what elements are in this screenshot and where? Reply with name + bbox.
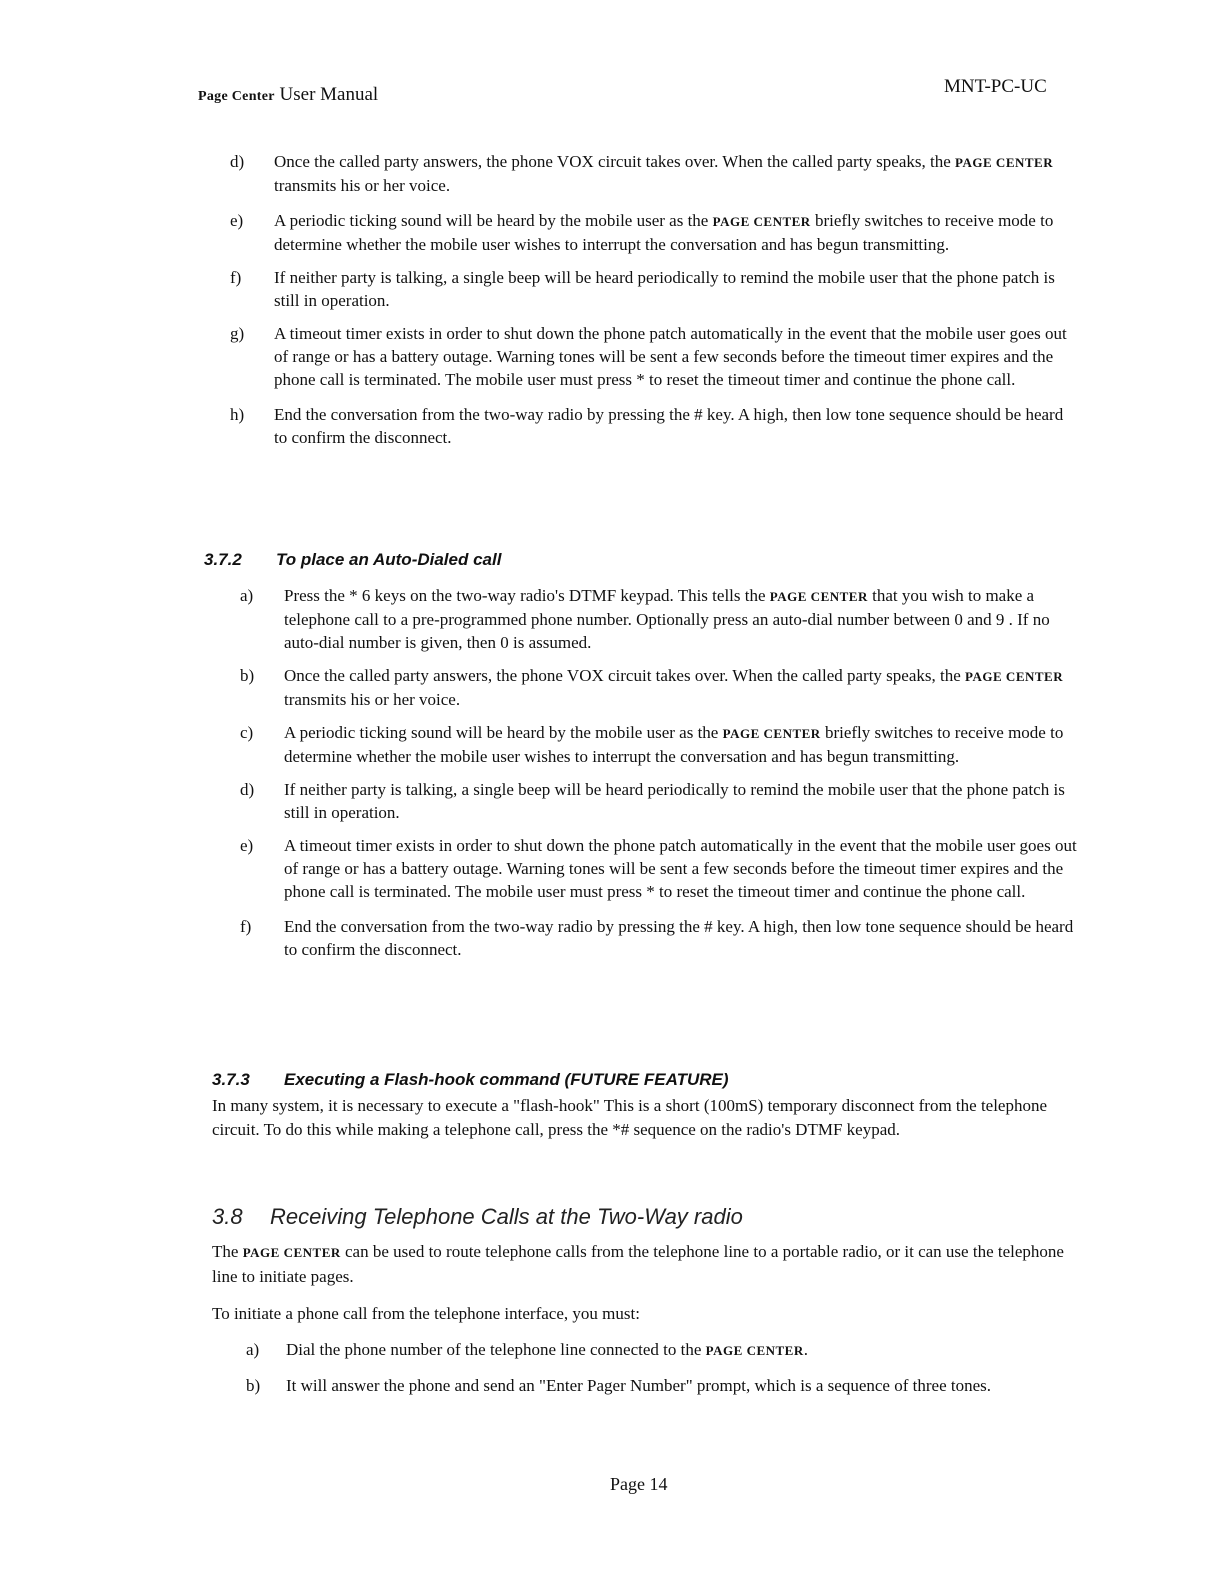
item-label: e) — [230, 211, 244, 230]
item-label: f) — [230, 268, 242, 287]
item-text: Press the * 6 keys on the two-way radio's DTMF keypad. This tells the PAGE CENTER that you wish to make a telephone call to a pre-programmed phone number. Optionally press an auto-dial number between 0 and 9 . If no auto-dial number is given, then 0 is assumed. — [284, 586, 1050, 652]
item-text: A timeout timer exists in order to shut down the phone patch automatically in the event that the mobile user goes out of range or has a battery outage. Warning tones will be sent a few seconds before the timeout timer expires and the phone call is terminated. The mobile user must press * to reset the timeout timer and continue the phone call. — [284, 836, 1077, 901]
section-heading-3-8: 3.8 Receiving Telephone Calls at the Two-Way radio — [212, 1204, 743, 1229]
item-text: It will answer the phone and send an "Enter Pager Number" prompt, which is a sequence of three tones. — [286, 1376, 992, 1395]
list-item — [240, 721, 1080, 768]
item-text: Once the called party answers, the phone VOX circuit takes over. When the called party speaks, the PAGE CENTER transmits his or her voice. — [274, 152, 1054, 195]
item-label: b) — [240, 666, 255, 685]
item-text: End the conversation from the two-way radio by pressing the # key. A high, then low tone sequence should be heard to confirm the disconnect. — [274, 405, 1064, 447]
item-label: a) — [246, 1340, 260, 1359]
list-item — [246, 1374, 1080, 1397]
list-auto-dial — [240, 584, 1080, 967]
list-item — [240, 664, 1080, 711]
item-text: A periodic ticking sound will be heard by the mobile user as the PAGE CENTER briefly switches to receive mode to determine whether the mobile user wishes to interrupt the conversation and has begun transmitting. — [274, 211, 1054, 254]
item-text: If neither party is talking, a single beep will be heard periodically to remind the mobile user that the phone patch is still in operation. — [274, 268, 1055, 310]
list-item — [240, 915, 1080, 961]
header-brand: Page Center — [198, 89, 275, 104]
header-doc-id: MNT-PC-UC — [944, 76, 1047, 97]
list-item — [230, 209, 1080, 256]
list-continuation — [230, 150, 1080, 455]
item-label: h) — [230, 405, 245, 424]
item-text: Dial the phone number of the telephone line connected to the PAGE CENTER. — [286, 1340, 808, 1359]
item-label: e) — [240, 836, 254, 855]
item-text: Once the called party answers, the phone VOX circuit takes over. When the called party speaks, the PAGE CENTER transmits his or her voice. — [284, 666, 1064, 709]
item-text: A periodic ticking sound will be heard by the mobile user as the PAGE CENTER briefly switches to receive mode to determine whether the mobile user wishes to interrupt the conversation and has begun transmitting. — [284, 723, 1064, 766]
item-text: End the conversation from the two-way radio by pressing the # key. A high, then low tone sequence should be heard to confirm the disconnect. — [284, 917, 1074, 959]
list-item — [230, 266, 1080, 312]
list-item — [230, 322, 1080, 391]
receiving-intro-paragraph: The PAGE CENTER can be used to route telephone calls from the telephone line to a portable radio, or it can use the telephone line to initiate pages. — [212, 1242, 1064, 1286]
item-text: A timeout timer exists in order to shut down the phone patch automatically in the event that the mobile user goes out of range or has a battery outage. Warning tones will be sent a few seconds before the timeout timer expires and the phone call is terminated. The mobile user must press * to reset the timeout timer and continue the phone call. — [274, 324, 1067, 389]
item-label: b) — [246, 1376, 261, 1395]
header-manual: User Manual — [279, 84, 379, 105]
section-heading-3-7-3: 3.7.3 Executing a Flash-hook command (FUTURE FEATURE) — [212, 1070, 729, 1089]
item-label: g) — [230, 324, 245, 343]
item-label: a) — [240, 586, 254, 605]
page-number: Page 14 — [610, 1474, 668, 1494]
item-label: d) — [240, 780, 255, 799]
list-item — [240, 834, 1080, 903]
list-item — [230, 150, 1080, 197]
header-title — [198, 84, 378, 106]
flash-hook-paragraph: In many system, it is necessary to execute a "flash-hook" This is a short (100mS) temporary disconnect from the telephone circuit. To do this while making a telephone call, press the *# sequence on the radio's DTMF keypad. — [212, 1096, 1048, 1139]
list-item — [240, 778, 1080, 824]
item-label: d) — [230, 152, 245, 171]
list-item — [246, 1338, 1080, 1362]
item-text: If neither party is talking, a single beep will be heard periodically to remind the mobile user that the phone patch is still in operation. — [284, 780, 1065, 822]
list-receive-steps — [246, 1338, 1080, 1403]
item-label: c) — [240, 723, 254, 742]
section-heading-3-7-2: 3.7.2 To place an Auto-Dialed call — [204, 550, 502, 569]
list-item — [230, 403, 1080, 449]
initiate-call-paragraph: To initiate a phone call from the telephone interface, you must: — [212, 1304, 640, 1323]
list-item — [240, 584, 1080, 654]
item-label: f) — [240, 917, 252, 936]
